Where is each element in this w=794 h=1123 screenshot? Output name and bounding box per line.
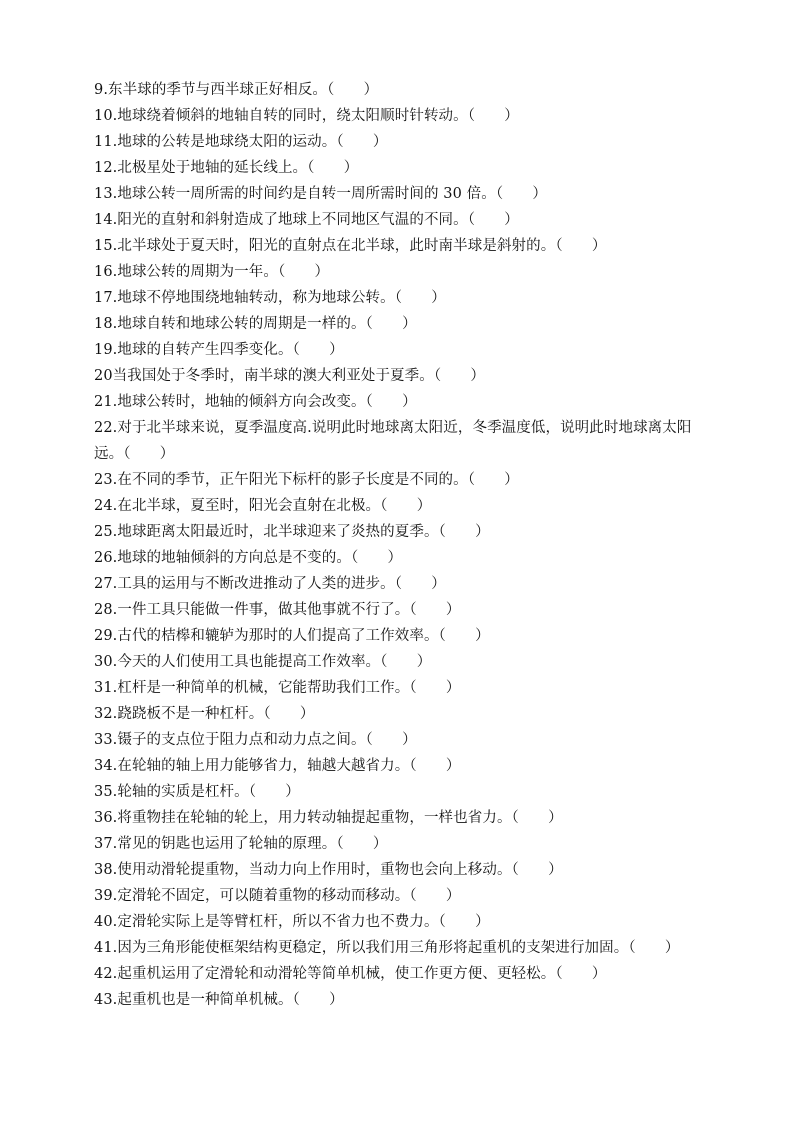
question-33: 33.镊子的支点位于阻力点和动力点之间。（ ） (94, 732, 417, 748)
question-22: 22.对于北半球来说，夏季温度高.说明此时地球离太阳近，冬季温度低，说明此时地球离太阳远。（ ） (94, 420, 692, 462)
question-14: 14.阳光的直射和斜射造成了地球上不同地区气温的不同。（ ） (94, 212, 519, 228)
question-21: 21.地球公转时，地轴的倾斜方向会改变。（ ） (94, 394, 417, 410)
question-35: 35.轮轴的实质是杠杆。（ ） (94, 784, 300, 800)
question-26: 26.地球的地轴倾斜的方向总是不变的。（ ） (94, 550, 403, 566)
question-28: 28.一件工具只能做一件事，做其他事就不行了。（ ） (94, 602, 461, 618)
question-31: 31.杠杆是一种简单的机械，它能帮助我们工作。（ ） (94, 680, 461, 696)
question-10: 10.地球绕着倾斜的地轴自转的同时，绕太阳顺时针转动。（ ） (94, 108, 519, 124)
question-16: 16.地球公转的周期为一年。（ ） (94, 264, 330, 280)
question-25: 25.地球距离太阳最近时，北半球迎来了炎热的夏季。（ ） (94, 524, 490, 540)
question-29: 29.古代的桔槔和辘轳为那时的人们提高了工作效率。（ ） (94, 628, 490, 644)
question-11: 11.地球的公转是地球绕太阳的运动。（ ） (94, 134, 388, 150)
question-23: 23.在不同的季节，正午阳光下标杆的影子长度是不同的。（ ） (94, 472, 519, 488)
question-39: 39.定滑轮不固定，可以随着重物的移动而移动。（ ） (94, 888, 461, 904)
question-32: 32.跷跷板不是一种杠杆。（ ） (94, 706, 315, 722)
question-30: 30.今天的人们使用工具也能提高工作效率。（ ） (94, 654, 432, 670)
question-34: 34.在轮轴的轴上用力能够省力，轴越大越省力。（ ） (94, 758, 461, 774)
question-38: 38.使用动滑轮提重物，当动力向上作用时，重物也会向上移动。（ ） (94, 862, 563, 878)
question-19: 19.地球的自转产生四季变化。（ ） (94, 342, 344, 358)
question-37: 37.常见的钥匙也运用了轮轴的原理。（ ） (94, 836, 388, 852)
question-12: 12.北极星处于地轴的延长线上。（ ） (94, 160, 359, 176)
question-40: 40.定滑轮实际上是等臂杠杆，所以不省力也不费力。（ ） (94, 914, 490, 930)
question-42: 42.起重机运用了定滑轮和动滑轮等简单机械，使工作更方便、更轻松。（ ） (94, 966, 607, 982)
question-41: 41.因为三角形能使框架结构更稳定，所以我们用三角形将起重机的支架进行加固。（ ） (94, 940, 680, 956)
question-9: 9.东半球的季节与西半球正好相反。（ ） (94, 82, 379, 98)
question-20: 20当我国处于冬季时，南半球的澳大利亚处于夏季。（ ） (94, 368, 485, 384)
question-24: 24.在北半球，夏至时，阳光会直射在北极。（ ） (94, 498, 432, 514)
question-list (94, 77, 704, 1013)
question-18: 18.地球自转和地球公转的周期是一样的。（ ） (94, 316, 417, 332)
question-36: 36.将重物挂在轮轴的轮上，用力转动轴提起重物，一样也省力。（ ） (94, 810, 563, 826)
question-15: 15.北半球处于夏天时，阳光的直射点在北半球，此时南半球是斜射的。（ ） (94, 238, 607, 254)
question-43: 43.起重机也是一种简单机械。（ ） (94, 992, 344, 1008)
question-27: 27.工具的运用与不断改进推动了人类的进步。（ ） (94, 576, 446, 592)
question-13: 13.地球公转一周所需的时间约是自转一周所需时间的 30 倍。（ ） (94, 186, 547, 202)
question-17: 17.地球不停地围绕地轴转动，称为地球公转。（ ） (94, 290, 446, 306)
